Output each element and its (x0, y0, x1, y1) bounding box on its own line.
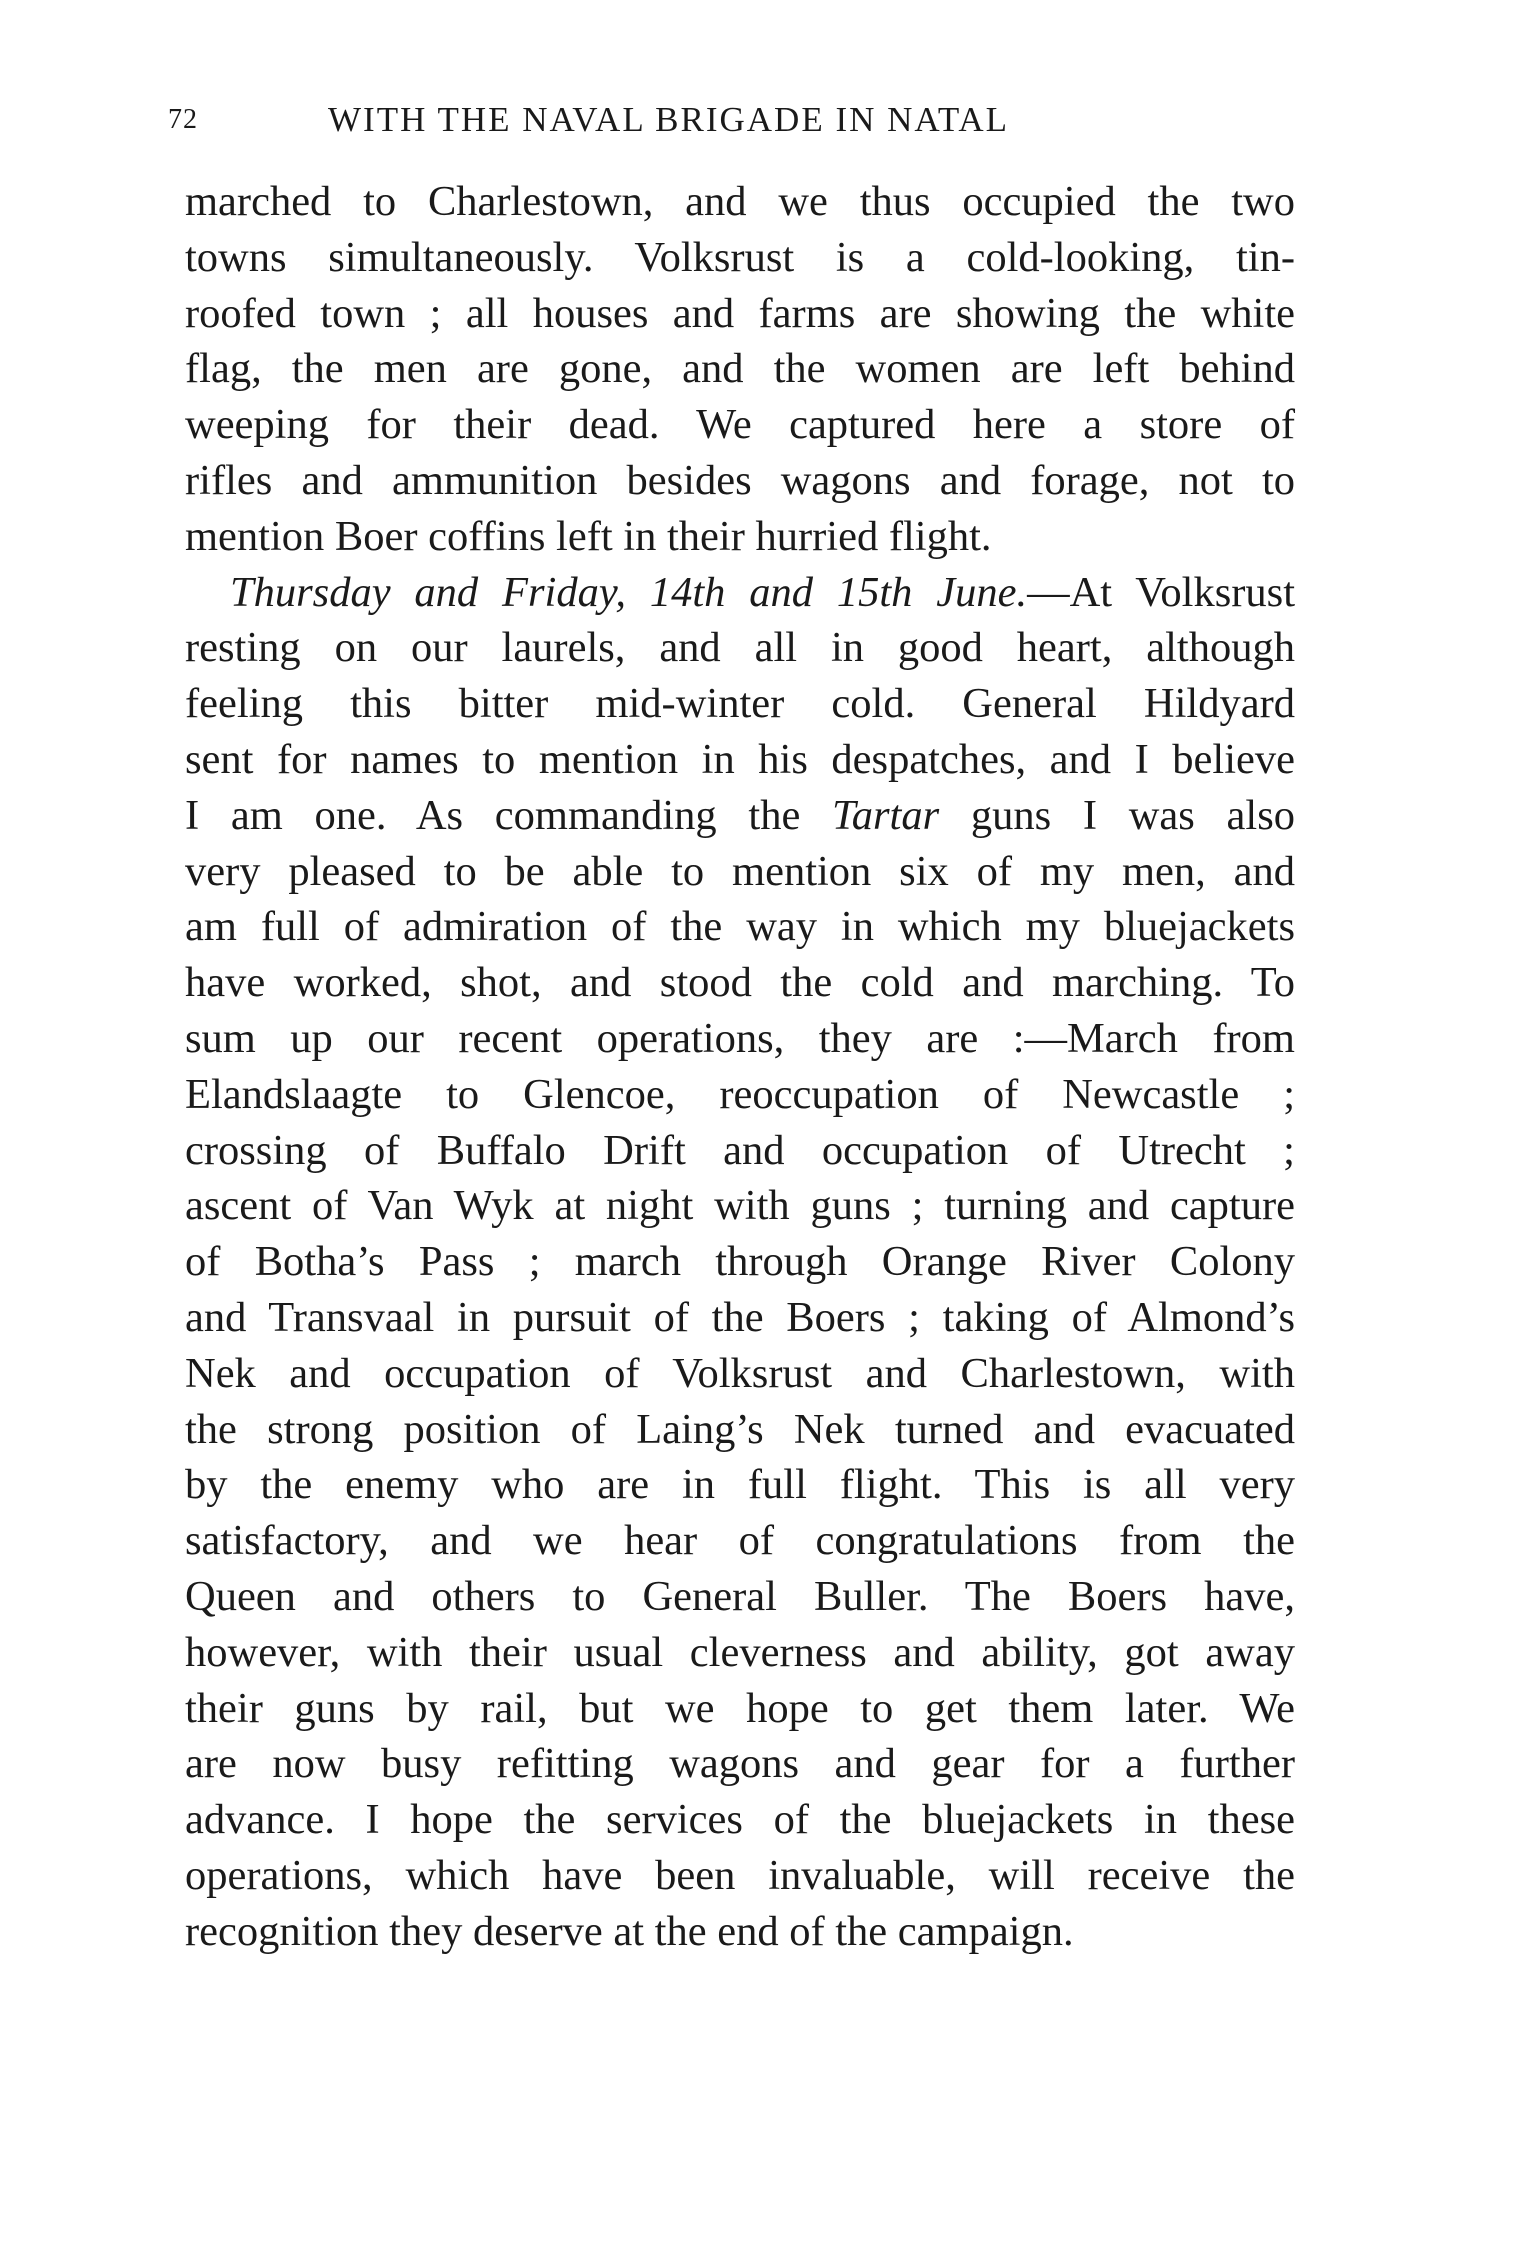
text-line: am full of admiration of the way in which my bluejackets (185, 903, 1295, 951)
text-line: Queen and others to General Buller. The Boers have, (185, 1572, 1295, 1620)
text-line: flag, the men are gone, and the women are left behind (185, 345, 1295, 393)
text-line: resting on our laurels, and all in good heart, although (185, 624, 1295, 672)
text-line: operations, which have been invaluable, will receive the (185, 1851, 1295, 1899)
ship-name: Tartar (832, 791, 940, 839)
text-line: advance. I hope the services of the bluejackets in these (185, 1796, 1295, 1844)
text-line: sum up our recent operations, they are :—March from (185, 1014, 1295, 1062)
running-head: WITH THE NAVAL BRIGADE IN NATAL (328, 100, 1010, 139)
text-line: the strong position of Laing’s Nek turned and evacuated (185, 1405, 1295, 1453)
text-line: have worked, shot, and stood the cold and marching. To (185, 959, 1295, 1007)
text-line: rifles and ammunition besides wagons and forage, not to (185, 456, 1295, 504)
text-line: roofed town ; all houses and farms are showing the white (185, 289, 1295, 337)
text-line: their guns by rail, but we hope to get them later. We (185, 1684, 1295, 1732)
text-line: weeping for their dead. We captured here a store of (185, 401, 1295, 449)
text-line (185, 788, 1295, 844)
text-line: ascent of Van Wyk at night with guns ; turning and capture (185, 1182, 1295, 1230)
text-segment: I am one. As commanding the (185, 791, 833, 839)
text-segment: guns I was also (939, 791, 1295, 839)
text-line: are now busy refitting wagons and gear for a further (185, 1740, 1295, 1788)
text-line: marched to Charlestown, and we thus occupied the two (185, 178, 1295, 225)
text-line: of Botha’s Pass ; march through Orange River Colony (185, 1238, 1295, 1286)
text-line: feeling this bitter mid-winter cold. General Hildyard (185, 680, 1295, 728)
body-text (185, 174, 1295, 1960)
text-line: satisfactory, and we hear of congratulations from the (185, 1517, 1295, 1565)
text-line: sent for names to mention in his despatches, and I believe (185, 735, 1295, 783)
text-line: and Transvaal in pursuit of the Boers ; taking of Almond’s (185, 1293, 1295, 1341)
text-line-paragraph-start (185, 565, 1295, 621)
text-line: however, with their usual cleverness and ability, got away (185, 1628, 1295, 1676)
text-line: Nek and occupation of Volksrust and Charlestown, with (185, 1349, 1295, 1397)
text-line: Elandslaagte to Glencoe, reoccupation of Newcastle ; (185, 1070, 1295, 1118)
entry-date: Thursday and Friday, 14th and 15th June. (230, 568, 1028, 616)
page-number: 72 (168, 104, 198, 135)
text-line: towns simultaneously. Volksrust is a cold-looking, tin- (185, 233, 1295, 281)
text-line: recognition they deserve at the end of the campaign. (185, 1907, 1074, 1955)
entry-date-continuation: —At Volksrust (1027, 568, 1296, 616)
text-line: mention Boer coffins left in their hurried flight. (185, 512, 992, 560)
page-header (168, 100, 1128, 150)
text-line: very pleased to be able to mention six of my men, and (185, 847, 1295, 895)
text-line: crossing of Buffalo Drift and occupation of Utrecht ; (185, 1126, 1295, 1174)
text-line: by the enemy who are in full flight. This is all very (185, 1461, 1295, 1509)
